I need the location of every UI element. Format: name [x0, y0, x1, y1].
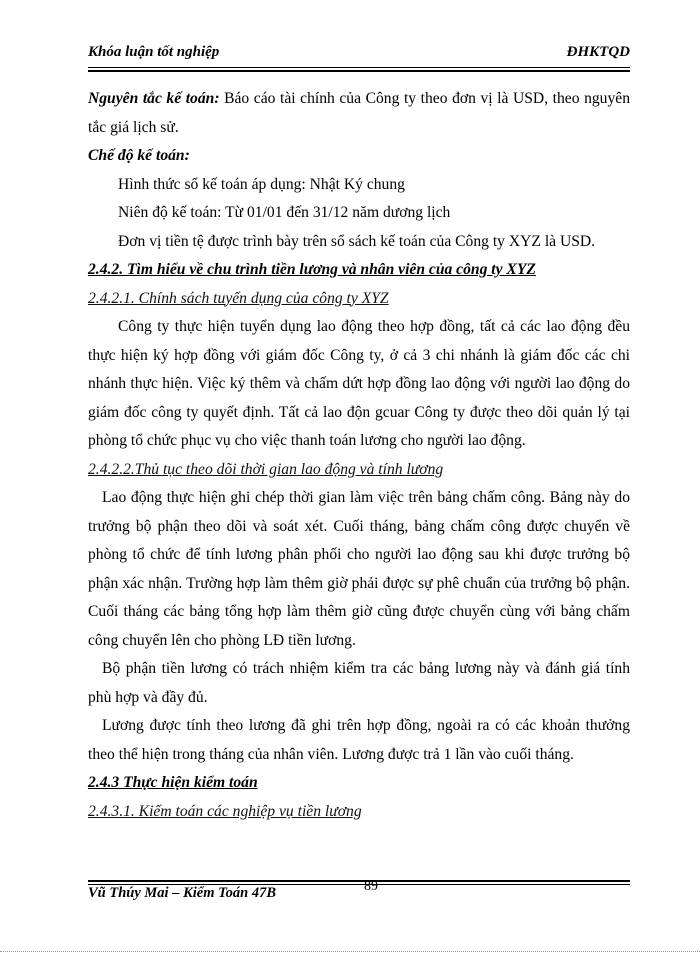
- subsection-heading-2-4-2-2: 2.4.2.2.Thủ tục theo dõi thời gian lao động và tính lương: [88, 460, 444, 478]
- page-bottom-dotted-border: [0, 951, 700, 952]
- page-footer: [88, 879, 630, 907]
- footer-author: Vũ Thúy Mai – Kiểm Toán 47B: [88, 885, 277, 901]
- section-heading-2-4-3: 2.4.3 Thực hiện kiểm toán: [88, 774, 258, 791]
- paragraph-timekeeping: Lao động thực hiện ghi chép thời gian làm việc trên bảng chấm công. Bảng này do trưởng bộ phận theo dõi và soát xét. Cuối tháng, bảng chấm công được chuyển về phòng tổ chức để tính lương phân phối cho người lao động sau khi được trưởng bộ phận xác nhận. Trường hợp làm thêm giờ phải được sự phê chuẩn của trưởng bộ phận. Cuối tháng các bảng tổng hợp làm thêm giờ cũng được chuyển cùng với bảng chấm công chuyển lên cho phòng LĐ tiền lương.: [88, 489, 630, 649]
- paragraph-salary-calculation: Lương được tính theo lương đã ghi trên hợp đồng, ngoài ra có các khoản thưởng theo thể hiện trong tháng của nhân viên. Lương được trả 1 lần vào cuối tháng.: [88, 717, 630, 763]
- paragraph-recruitment-policy: Công ty thực hiện tuyển dụng lao động theo hợp đồng, tất cả các lao động đều thực hiện ký hợp đồng với giám đốc Công ty, ở cả 3 chi nhánh là giám đốc các chi nhánh thực hiện. Việc ký thêm và chấm dứt hợp đồng lao động với người lao động do giám đốc công ty quyết định. Tất cả lao độn gcuar Công ty được theo dõi quản lý tại phòng tổ chức phục vụ cho việc thanh toán lương cho người lao động.: [88, 318, 630, 449]
- subsection-heading-2-4-2-1: 2.4.2.1. Chính sách tuyển dụng của công ty XYZ: [88, 289, 389, 307]
- header-thesis-title: Khóa luận tốt nghiệp: [88, 44, 220, 60]
- regime-item-bookkeeping: Hình thức sổ kế toán áp dụng: Nhật Ký chung: [118, 175, 405, 193]
- subsection-heading-2-4-3-1: 2.4.3.1. Kiểm toán các nghiệp vụ tiền lương: [88, 802, 362, 820]
- accounting-principle-text1: Báo cáo tài chính của Công ty theo đơn vị là USD, theo nguyên: [224, 90, 630, 107]
- regime-item-fiscal-year: Niên độ kế toán: Từ 01/01 đến 31/12 năm dương lịch: [118, 204, 451, 221]
- accounting-principle-label: Nguyên tắc kế toán:: [88, 90, 220, 107]
- page-number: 89: [364, 879, 378, 894]
- page-body: [88, 85, 630, 826]
- footer-rule-thick: [88, 880, 630, 882]
- header-university: ĐHKTQD: [566, 44, 630, 60]
- paragraph-payroll-check: Bộ phận tiền lương có trách nhiệm kiểm tra các bảng lương này và đánh giá tính phù hợp và đầy đủ.: [88, 660, 630, 706]
- accounting-principle-line2: tắc giá lịch sử.: [88, 118, 179, 136]
- page-header: [88, 44, 630, 66]
- section-heading-2-4-2: 2.4.2. Tìm hiểu về chu trình tiền lương và nhân viên của công ty XYZ: [88, 261, 536, 278]
- regime-item-currency: Đơn vị tiền tệ được trình bày trên sổ sách kế toán của Công ty XYZ là USD.: [118, 232, 596, 250]
- header-rule-thick: [88, 70, 630, 72]
- accounting-regime-title: Chế độ kế toán:: [88, 147, 190, 164]
- accounting-principle-line1: [88, 85, 630, 114]
- header-rule-thin: [88, 67, 630, 68]
